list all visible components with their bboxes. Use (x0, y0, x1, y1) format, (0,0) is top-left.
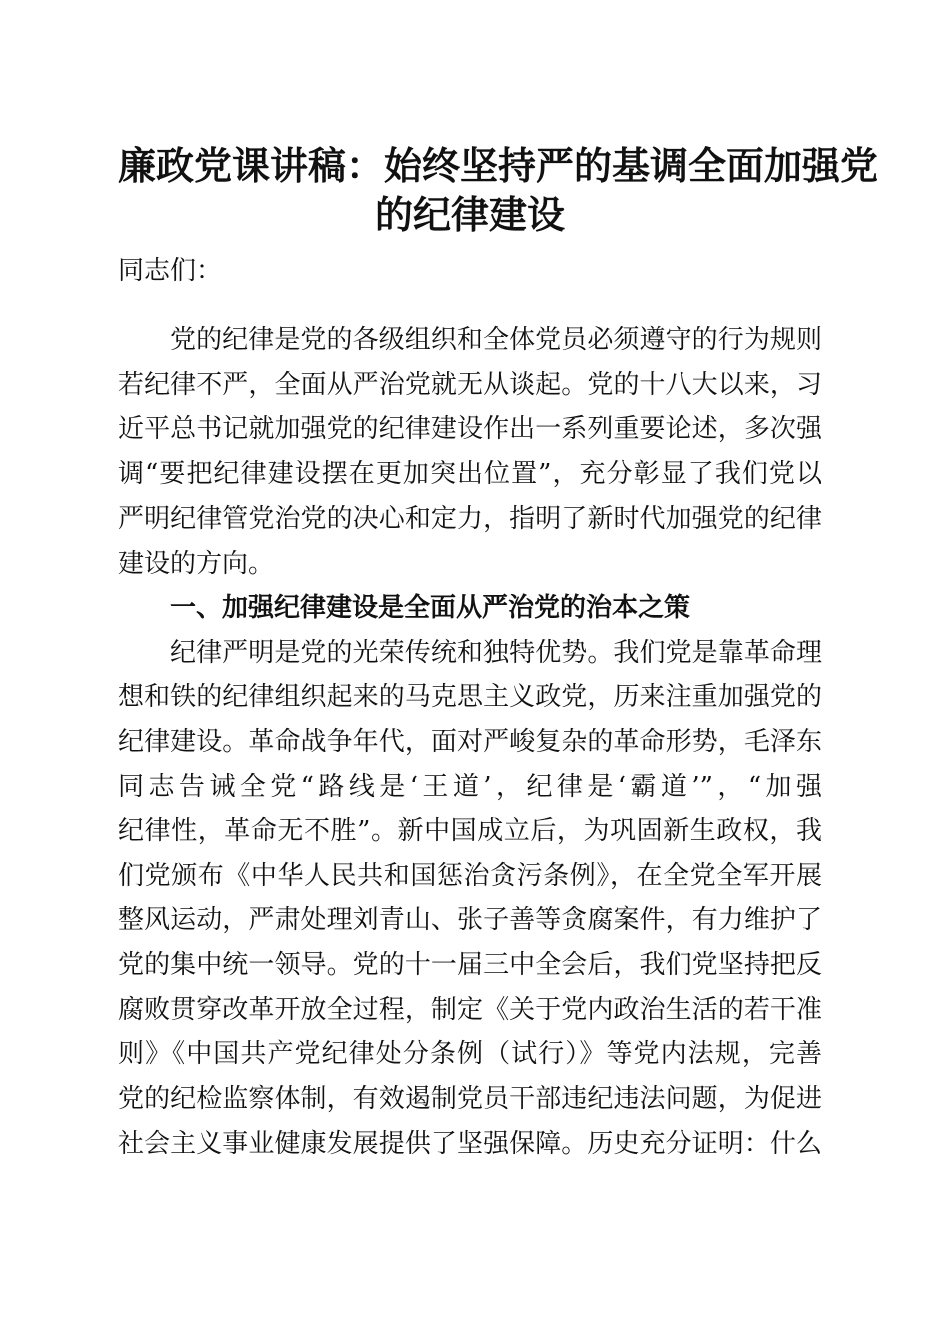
paragraph-line: 纪律性，革命无不胜”。新中国成立后，为巩固新生政权，我 (118, 816, 822, 846)
paragraph-line: 纪律建设。革命战争年代，面对严峻复杂的革命形势，毛泽东 (118, 727, 822, 757)
paragraph-line: 则》《中国共产党纪律处分条例（试行）》等党内法规，完善 (118, 1039, 822, 1069)
paragraph-line: 整风运动，严肃处理刘青山、张子善等贪腐案件，有力维护了 (118, 905, 822, 935)
document-title-line-1: 廉政党课讲稿：始终坚持严的基调全面加强党 (118, 143, 879, 188)
paragraph-line: 近平总书记就加强党的纪律建设作出一系列重要论述，多次强 (118, 414, 822, 444)
paragraph-line: 若纪律不严，全面从严治党就无从谈起。党的十八大以来，习 (118, 370, 822, 400)
paragraph-line: 建设的方向。 (118, 549, 275, 579)
salutation: 同志们： (118, 256, 223, 286)
paragraph-line: 党的纪检监察体制，有效遏制党员干部违纪违法问题，为促进 (118, 1084, 822, 1114)
paragraph-line: 调“要把纪律建设摆在更加突出位置”，充分彰显了我们党以 (118, 459, 822, 489)
paragraph-line: 社会主义事业健康发展提供了坚强保障。历史充分证明：什么 (118, 1129, 822, 1159)
paragraph-line: 想和铁的纪律组织起来的马克思主义政党，历来注重加强党的 (118, 682, 822, 712)
document-title-line-2: 的纪律建设 (374, 192, 565, 237)
paragraph-line: 腐败贯穿改革开放全过程，制定《关于党内政治生活的若干准 (118, 995, 822, 1025)
section-heading: 一、加强纪律建设是全面从严治党的治本之策 (170, 593, 691, 623)
paragraph-line: 同志告诫全党“路线是‘王道’，纪律是‘霸道’”，“加强 (118, 772, 822, 802)
paragraph-line: 们党颁布《中华人民共和国惩治贪污条例》，在全党全军开展 (118, 861, 822, 891)
paragraph-line: 党的纪律是党的各级组织和全体党员必须遵守的行为规则 (170, 325, 822, 355)
paragraph-line: 严明纪律管党治党的决心和定力，指明了新时代加强党的纪律 (118, 504, 822, 534)
paragraph-line: 纪律严明是党的光荣传统和独特优势。我们党是靠革命理 (170, 638, 822, 668)
paragraph-line: 党的集中统一领导。党的十一届三中全会后，我们党坚持把反 (118, 950, 822, 980)
